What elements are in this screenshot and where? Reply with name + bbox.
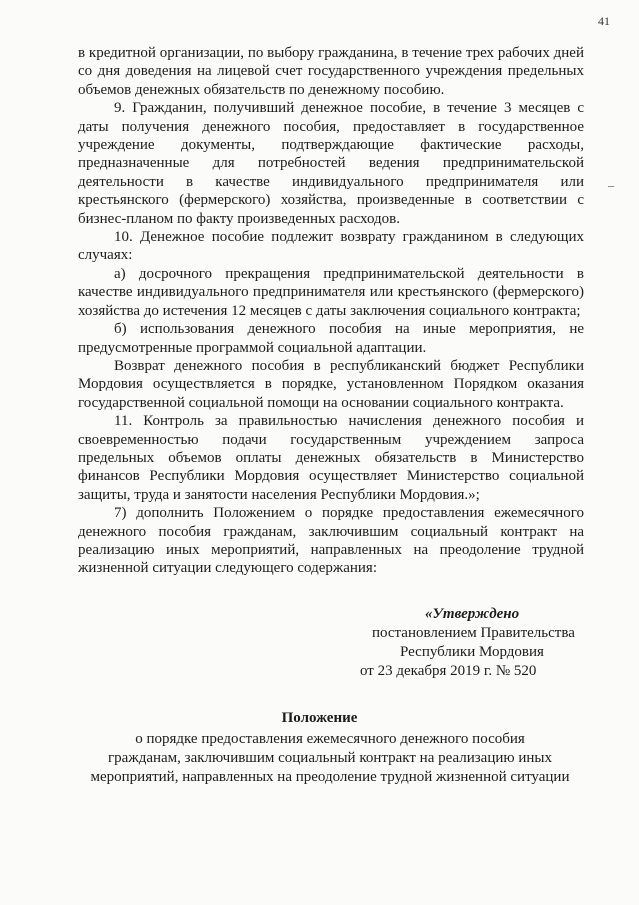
paragraph-item-10: 10. Денежное пособие подлежит возврату гражданином в следующих случаях: [78,229,584,264]
paragraph-subitem-b: б) использования денежного пособия на иные мероприятия, не предусмотренные программой социальной адаптации. [78,321,584,356]
page-number: 41 [598,14,610,28]
paragraph-item-9: 9. Гражданин, получивший денежное пособие, в течение 3 месяцев с даты получения денежного пособия, предоставляет в государственное учреждение документы, подтверждающие фактические расходы, предназначенные для потребностей ведения предпринимательской деятельности в качестве индивидуального предпринимателя или крестьянского (фермерского) хозяйства, произведенные в соответствии с бизнес-планом по факту произведенных расходов. [78,100,584,227]
approval-block [360,605,590,681]
approval-line: Республики Мордовия [400,644,544,660]
paragraph-item-11: 11. Контроль за правильностью начисления денежного пособия и своевременностью подачи государственным учреждением запроса предельных объемов оплаты денежных обязательств в Министерство финансов Республики Мордовия осуществляет Министерство социальной защиты, труда и занятости населения Республики Мордовия.»; [78,413,584,503]
regulation-subtitle-line: мероприятий, направленных на преодоление трудной жизненной ситуации [90,769,570,785]
paragraph-continuation: в кредитной организации, по выбору гражданина, в течение трех рабочих дней со дня доведения на лицевой счет государственного учреждения предельных объемов денежных обязательств по денежному пособию. [78,45,584,98]
paragraph-subitem-a: а) досрочного прекращения предпринимательской деятельности в качестве индивидуального предпринимателя или крестьянского (фермерского) хозяйства до истечения 12 месяцев с даты заключения социального контракта; [78,265,584,319]
regulation-subtitle-line: гражданам, заключившим социальный контракт на реализацию иных [108,750,552,766]
approval-heading: «Утверждено [425,606,520,622]
approval-date-line: от 23 декабря 2019 г. № 520 [360,663,537,679]
regulation-subtitle-line: о порядке предоставления ежемесячного денежного пособия [135,731,525,747]
regulation-title: Положение [281,710,358,726]
regulation-subtitle [70,730,590,787]
margin-mark: – [608,178,614,192]
approval-line: постановлением Правительства [372,625,575,641]
body-text [78,44,584,578]
paragraph-refund-procedure: Возврат денежного пособия в республиканский бюджет Республики Мордовия осуществляется в порядке, установленном Порядком оказания государственной социальной помощи на основании социального контракта. [78,357,584,411]
paragraph-item-7-amendment: 7) дополнить Положением о порядке предоставления ежемесячного денежного пособия гражданам, заключившим социальный контракт на реализацию иных мероприятий, направленных на преодоление трудной жизненной ситуации следующего содержания: [78,505,584,577]
